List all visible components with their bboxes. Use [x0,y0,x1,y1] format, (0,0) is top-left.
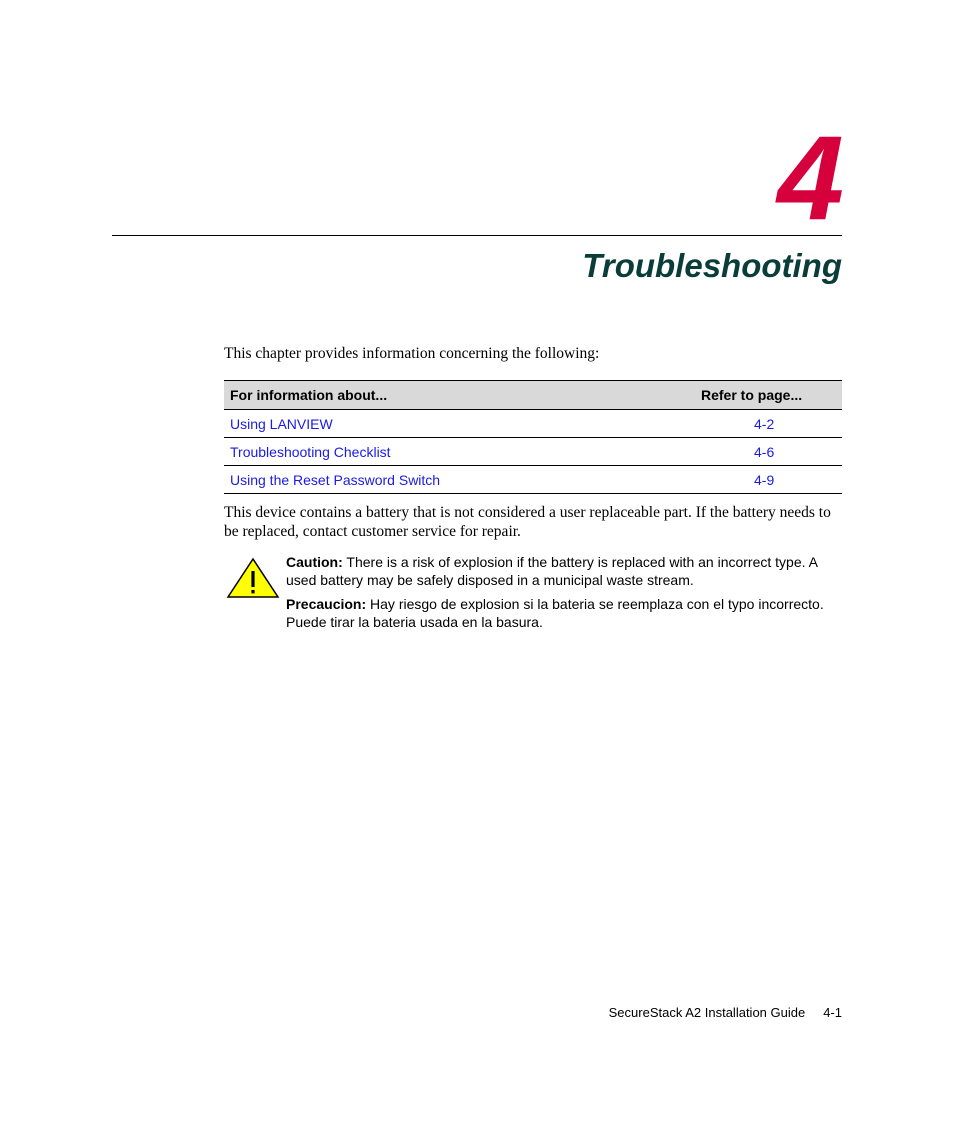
page-footer [609,1005,842,1021]
intro-text: This chapter provides information concerning the following: [224,345,600,362]
precaucion-label: Precaucion: [286,596,367,612]
toc-link-reset-password-switch[interactable]: Using the Reset Password Switch [230,471,441,488]
table-row [224,466,842,494]
caution-body: There is a risk of explosion if the battery is replaced with an incorrect type. A used battery may be safely disposed in a municipal waste stream. [286,554,818,588]
table-row [224,438,842,466]
toc-table [224,380,842,494]
toc-header-row [224,381,842,410]
footer-guide-title: SecureStack A2 Installation Guide [608,1005,806,1020]
toc-page-cell [701,410,842,438]
chapter-rule [112,235,842,236]
toc-page-cell [701,438,842,466]
toc-link-troubleshooting-checklist[interactable]: Troubleshooting Checklist [230,443,391,460]
caution-spanish [286,595,846,631]
toc-page-link[interactable]: 4-9 [754,471,775,488]
toc-page-cell [701,466,842,494]
toc-header-topic: For information about... [224,381,701,410]
toc-topic-cell [224,438,701,466]
caution-block [286,553,846,631]
footer-page-number: 4-1 [823,1005,842,1020]
caution-english [286,553,846,589]
chapter-number: 4 [777,111,842,245]
caution-label: Caution: [286,554,343,570]
toc-header-page: Refer to page... [701,381,842,410]
toc-link-using-lanview[interactable]: Using LANVIEW [230,415,333,432]
chapter-title: Troubleshooting [582,247,842,284]
warning-triangle-icon [226,557,280,599]
toc-topic-cell [224,410,701,438]
toc-page-link[interactable]: 4-6 [754,443,775,460]
battery-note: This device contains a battery that is not considered a user replaceable part. If the battery needs to be replaced, contact customer service for repair. [224,504,831,540]
toc-page-link[interactable]: 4-2 [754,415,775,432]
toc-topic-cell [224,466,701,494]
table-row [224,410,842,438]
precaucion-body: Hay riesgo de explosion si la bateria se reemplaza con el typo incorrecto. Puede tirar la bateria usada en la basura. [286,596,824,630]
